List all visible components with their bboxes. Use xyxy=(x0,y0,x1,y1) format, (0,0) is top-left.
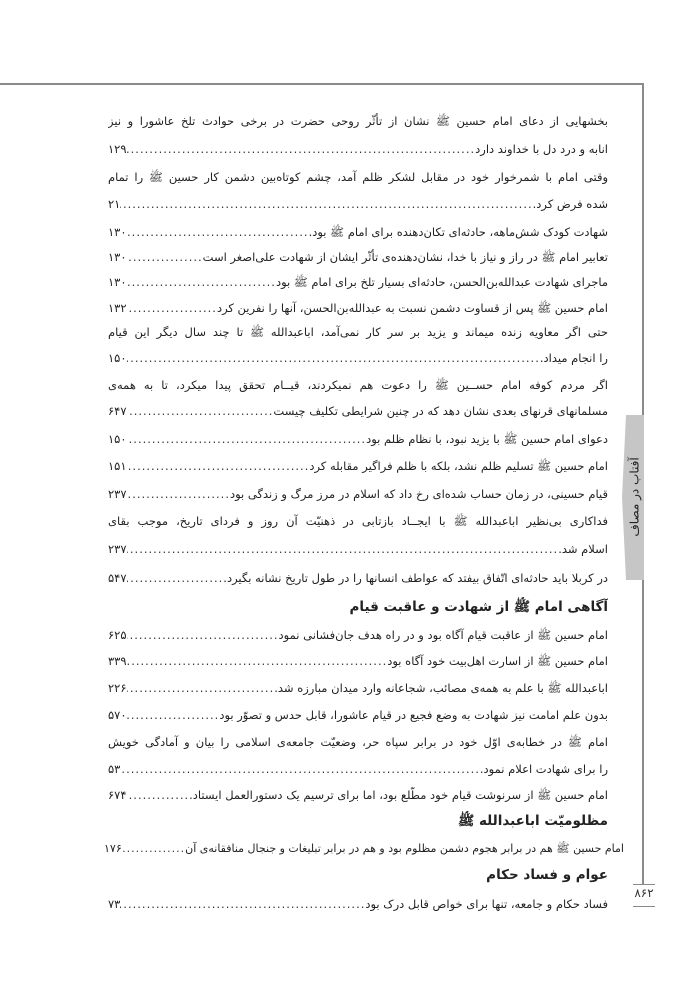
entry-page: ۶۲۵ xyxy=(108,628,127,642)
page-number: ۸۶۲ xyxy=(634,886,654,900)
entry-page: ۲۱ xyxy=(108,197,121,211)
leader-dots xyxy=(127,350,540,366)
index-entry xyxy=(108,680,608,696)
running-title: آفتاب در مصاف xyxy=(627,457,642,537)
entry-page: ۱۵۱ xyxy=(108,459,127,473)
leader-dots xyxy=(127,541,559,557)
index-entry xyxy=(108,486,608,502)
index-entry xyxy=(108,707,608,723)
leader-dots xyxy=(127,249,203,265)
entry-text: امام حسین ﷺ هم در برابر هجوم دشمن مظلوم بود و هم در برابر تبلیغات و جنجال منافقانه‌ی آن xyxy=(185,842,624,855)
entry-text: امام حسین ﷺ از سرنوشت قیام خود مطّلع بود، اما برای ترسیم یک دستورالعمل ایستاد. xyxy=(189,788,608,802)
leader-dots xyxy=(127,570,224,586)
section-heading: مظلومیّت اباعبدالله ﷺ xyxy=(457,813,608,829)
index-entry xyxy=(108,274,608,290)
entry-page: ۵۳ xyxy=(108,762,121,776)
entry-text: بدون علم امامت نیز شهادت به وضع فجیع در قیام عاشورا، قابل حدس و تصوّر بود xyxy=(219,708,608,722)
leader-dots xyxy=(127,141,476,157)
index-entry xyxy=(108,653,608,669)
index-entry xyxy=(108,627,608,643)
entry-page: ۲۳۷ xyxy=(108,542,127,556)
index-entry xyxy=(108,249,608,265)
leader-dots xyxy=(127,486,230,502)
entry-page: ۱۵۰ xyxy=(108,351,127,365)
entry-text: قیام حسینی، در زمان حساب شده‌ای رخ داد که اسلام در مرز مرگ و زندگی بود xyxy=(229,487,608,501)
leader-dots xyxy=(127,224,309,240)
entry-page: ۲۲۶ xyxy=(108,681,127,695)
index-entry xyxy=(108,141,608,157)
index-entry xyxy=(108,541,608,557)
entry-page: ۱۷۶ xyxy=(104,842,122,855)
leader-dots xyxy=(120,896,365,912)
index-entry-line: امام ﷺ در خطابه‌ی اوّل خود در برابر سپاه حر، وضعیّت جامعه‌ی اسلامی را بیان و آمادگی خویش xyxy=(108,735,608,749)
index-entry xyxy=(108,224,608,240)
leader-dots xyxy=(127,653,388,669)
entry-text: امام حسین ﷺ از عاقبت قیام آگاه بود و در راه هدف جان‌فشانی نمود xyxy=(278,628,608,642)
index-entry xyxy=(108,458,608,474)
entry-page: ۵۴۷ xyxy=(108,571,127,585)
entry-text: اباعبدالله ﷺ با علم به همه‌ی مصائب، شجاعانه وارد میدان مبارزه شد. xyxy=(274,681,608,695)
leader-dots xyxy=(127,787,190,803)
entry-text: امام حسین ﷺ پس از قساوت دشمن نسبت به عبدالله‌بن‌الحسن، آنها را نفرین کرد xyxy=(216,301,608,315)
entry-text: تعابیر امام ﷺ در راز و نیاز با خدا، نشان‌دهنده‌ی تأثّر ایشان از شهادت علی‌اصغر است xyxy=(202,250,608,264)
section-heading: آگاهی امام ﷺ از شهادت و عاقبت قیام xyxy=(349,599,608,615)
top-rule xyxy=(0,83,644,85)
index-entry xyxy=(108,196,608,212)
index-entry xyxy=(108,787,608,803)
leader-dots xyxy=(127,403,274,419)
entry-page: ۱۳۰ xyxy=(108,225,127,239)
entry-page: ۷۳ xyxy=(108,897,121,911)
entry-text: دعوای امام حسین ﷺ با یزید نبود، با نظام ظلم بود xyxy=(366,432,608,446)
leader-dots xyxy=(122,841,185,857)
section-heading: عوام و فساد حکام xyxy=(486,867,608,883)
page-number-rule-bottom xyxy=(633,906,655,907)
leader-dots xyxy=(127,707,220,723)
index-entry-line: حتی اگر معاویه زنده میماند و یزید بر سر کار نمی‌آمد، اباعبدالله ﷺ تا چند سال دیگر این قیام xyxy=(108,325,608,339)
leader-dots xyxy=(127,431,367,447)
entry-page: ۵۷۰ xyxy=(108,708,127,722)
entry-text: در کربلا باید حادثه‌ای اتّفاق بیفتد که عواطف انسانها را در طول تاریخ نشانه بگیرد. xyxy=(223,571,608,585)
index-entry xyxy=(108,403,608,419)
entry-text: را برای شهادت اعلام نمود. xyxy=(479,762,608,776)
entry-page: ۱۳۰ xyxy=(108,250,127,264)
index-entry xyxy=(104,841,624,857)
entry-page: ۱۲۹ xyxy=(108,142,127,156)
entry-text: ماجرای شهادت عبدالله‌بن‌الحسن، حادثه‌ای بسیار تلخ برای امام ﷺ بود xyxy=(275,275,608,289)
entry-page: ۱۵۰ xyxy=(108,432,127,446)
entry-text: امام حسین ﷺ از اسارت اهل‌بیت خود آگاه بود xyxy=(387,654,608,668)
index-entry xyxy=(108,431,608,447)
entry-text: امام حسین ﷺ تسلیم ظلم نشد، بلکه با ظلم فراگیر مقابله کرد xyxy=(309,459,608,473)
entry-page: ۱۳۲ xyxy=(108,301,127,315)
running-title-tab xyxy=(622,415,644,580)
entry-text: فساد حکام و جامعه، تنها برای خواص قابل درک بود xyxy=(365,897,608,911)
entry-page: ۶۷۴ xyxy=(108,788,127,802)
entry-page: ۶۴۷ xyxy=(108,404,127,418)
index-entry-line: اگر مردم کوفه امام حســین ﷺ را دعوت هم نمیکردند، قیــام تحقق پیدا میکرد، تا به همه‌ی xyxy=(108,378,608,392)
entry-text: مسلمانهای قرنهای بعدی نشان دهد که در چنین شرایطی تکلیف چیست xyxy=(273,404,608,418)
leader-dots xyxy=(127,680,275,696)
entry-text: انابه و درد دل با خداوند دارد xyxy=(475,142,608,156)
leader-dots xyxy=(127,627,279,643)
leader-dots xyxy=(120,196,532,212)
index-entry xyxy=(108,761,608,777)
index-entry-line: فداکاری بی‌نظیر اباعبدالله ﷺ با ایجــاد بازتابی در ذهنیّت آن روز و فردای تاریخ، موجب بقای xyxy=(108,514,608,528)
entry-text: شهادت کودک شش‌ماهه، حادثه‌ای تکان‌دهنده برای امام ﷺ بود. xyxy=(308,225,608,239)
index-entry xyxy=(108,896,608,912)
entry-text: شده فرض کرد. xyxy=(532,197,608,211)
entry-page: ۲۳۷ xyxy=(108,487,127,501)
index-entry xyxy=(108,350,608,366)
leader-dots xyxy=(127,274,276,290)
entry-text: اسلام شد. xyxy=(558,542,608,556)
page-number-rule-top xyxy=(633,884,655,885)
index-entry xyxy=(108,570,608,586)
index-entry xyxy=(108,300,608,316)
entry-page: ۱۳۰ xyxy=(108,275,127,289)
index-entry-line: وقتی امام با شمرخوار خود در مقابل لشکر ظلم آمد، چشم کوتاه‌بین دشمن کار حسین ﷺ را تمام xyxy=(108,170,608,184)
entry-page: ۳۳۹ xyxy=(108,654,127,668)
leader-dots xyxy=(120,761,480,777)
index-entry-line: بخشهایی از دعای امام حسین ﷺ نشان از تأثّر روحی حضرت در برخی حوادث تلخ عاشورا و نیز xyxy=(108,114,608,128)
entry-text: را انجام میداد. xyxy=(539,351,608,365)
leader-dots xyxy=(127,458,310,474)
leader-dots xyxy=(127,300,217,316)
